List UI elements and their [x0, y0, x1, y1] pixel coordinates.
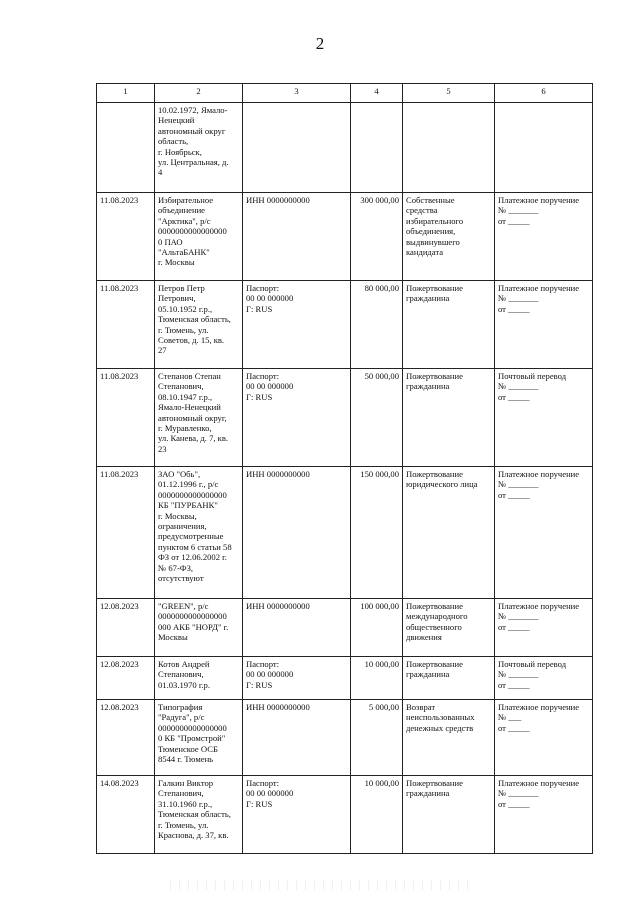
row-payment: Платежное поручение № _______ от _____ — [495, 281, 593, 369]
row-type — [403, 103, 495, 193]
page-number: 2 — [315, 34, 325, 53]
row-amount: 150 000,00 — [351, 467, 403, 599]
row-amount: 10 000,00 — [351, 657, 403, 700]
row-type: Пожертвование гражданина — [403, 281, 495, 369]
table-header-row — [97, 84, 593, 103]
row-type: Пожертвование гражданина — [403, 657, 495, 700]
table-row — [97, 700, 593, 776]
row-document: ИНН 0000000000 — [243, 193, 351, 281]
row-contributor: Петров Петр Петрович, 05.10.1952 г.р., Тюменская область, г. Тюмень, ул. Советов, д. 15, кв. 27 — [155, 281, 243, 369]
row-document: Паспорт: 00 00 000000 Г: RUS — [243, 657, 351, 700]
row-document: Паспорт: 00 00 000000 Г: RUS — [243, 776, 351, 854]
column-header-5: 5 — [403, 84, 495, 103]
table-row — [97, 467, 593, 599]
row-document: ИНН 0000000000 — [243, 700, 351, 776]
table-row — [97, 776, 593, 854]
row-payment: Почтовый перевод № _______ от _____ — [495, 369, 593, 467]
row-type: Собственные средства избирательного объединения, выдвинувшего кандидата — [403, 193, 495, 281]
row-amount: 100 000,00 — [351, 599, 403, 657]
row-document — [243, 103, 351, 193]
row-payment: Платежное поручение № _______ от _____ — [495, 599, 593, 657]
row-date — [97, 103, 155, 193]
row-contributor: Галкин Виктор Степанович, 31.10.1960 г.р., Тюменская область, г. Тюмень, ул. Краснова, д. 37, кв. — [155, 776, 243, 854]
row-amount: 300 000,00 — [351, 193, 403, 281]
row-type: Пожертвование юридического лица — [403, 467, 495, 599]
row-type: Пожертвование гражданина — [403, 776, 495, 854]
row-document: ИНН 0000000000 — [243, 599, 351, 657]
row-contributor: ЗАО "Обь", 01.12.1996 г., р/с 0000000000000000 КБ "ПУРБАНК" г. Москвы, ограничения, предусмотренные пунктом 6 статьи 58 ФЗ от 12.06.2002 г. № 67-ФЗ, отсутствуют — [155, 467, 243, 599]
row-date: 11.08.2023 — [97, 369, 155, 467]
row-payment: Платежное поручение № ___ от _____ — [495, 700, 593, 776]
table-row — [97, 599, 593, 657]
row-amount: 80 000,00 — [351, 281, 403, 369]
row-document: Паспорт: 00 00 000000 Г: RUS — [243, 369, 351, 467]
row-payment: Платежное поручение № _______ от _____ — [495, 776, 593, 854]
row-date: 14.08.2023 — [97, 776, 155, 854]
row-payment: Почтовый перевод № _______ от _____ — [495, 657, 593, 700]
row-contributor: Котов Андрей Степанович, 01.03.1970 г.р. — [155, 657, 243, 700]
table-row — [97, 657, 593, 700]
row-type: Возврат неиспользованных денежных средств — [403, 700, 495, 776]
row-amount — [351, 103, 403, 193]
column-header-6: 6 — [495, 84, 593, 103]
row-date: 12.08.2023 — [97, 599, 155, 657]
scan-noise — [170, 880, 470, 890]
table-row — [97, 193, 593, 281]
row-payment — [495, 103, 593, 193]
row-date: 11.08.2023 — [97, 193, 155, 281]
row-contributor: Типография "Радуга", р/с 0000000000000000 0 КБ "Промстрой" Тюменское ОСБ 8544 г. Тюмень — [155, 700, 243, 776]
row-date: 11.08.2023 — [97, 467, 155, 599]
row-amount: 10 000,00 — [351, 776, 403, 854]
row-payment: Платежное поручение № _______ от _____ — [495, 193, 593, 281]
row-date: 12.08.2023 — [97, 657, 155, 700]
row-date: 11.08.2023 — [97, 281, 155, 369]
row-payment: Платежное поручение № _______ от _____ — [495, 467, 593, 599]
row-contributor: "GREEN", р/с 0000000000000000 000 АКБ "НОРД" г. Москвы — [155, 599, 243, 657]
row-contributor: Степанов Степан Степанович, 08.10.1947 г.р., Ямало-Ненецкий автономный округ, г. Муравленко, ул. Канева, д. 7, кв. 23 — [155, 369, 243, 467]
row-amount: 50 000,00 — [351, 369, 403, 467]
column-header-2: 2 — [155, 84, 243, 103]
row-amount: 5 000,00 — [351, 700, 403, 776]
row-type: Пожертвование международного общественного движения — [403, 599, 495, 657]
row-type: Пожертвование гражданина — [403, 369, 495, 467]
column-header-1: 1 — [97, 84, 155, 103]
table-row — [97, 369, 593, 467]
table-row — [97, 281, 593, 369]
row-contributor: 10.02.1972, Ямало- Ненецкий автономный округ область, г. Ноябрьск, ул. Центральная, д. 4 — [155, 103, 243, 193]
funds-table — [96, 83, 593, 854]
column-header-3: 3 — [243, 84, 351, 103]
row-contributor: Избирательное объединение "Арктика", р/с 0000000000000000 0 ПАО "АльтаБАНК" г. Москвы — [155, 193, 243, 281]
table-row — [97, 103, 593, 193]
row-document: ИНН 0000000000 — [243, 467, 351, 599]
row-document: Паспорт: 00 00 000000 Г: RUS — [243, 281, 351, 369]
row-date: 12.08.2023 — [97, 700, 155, 776]
column-header-4: 4 — [351, 84, 403, 103]
